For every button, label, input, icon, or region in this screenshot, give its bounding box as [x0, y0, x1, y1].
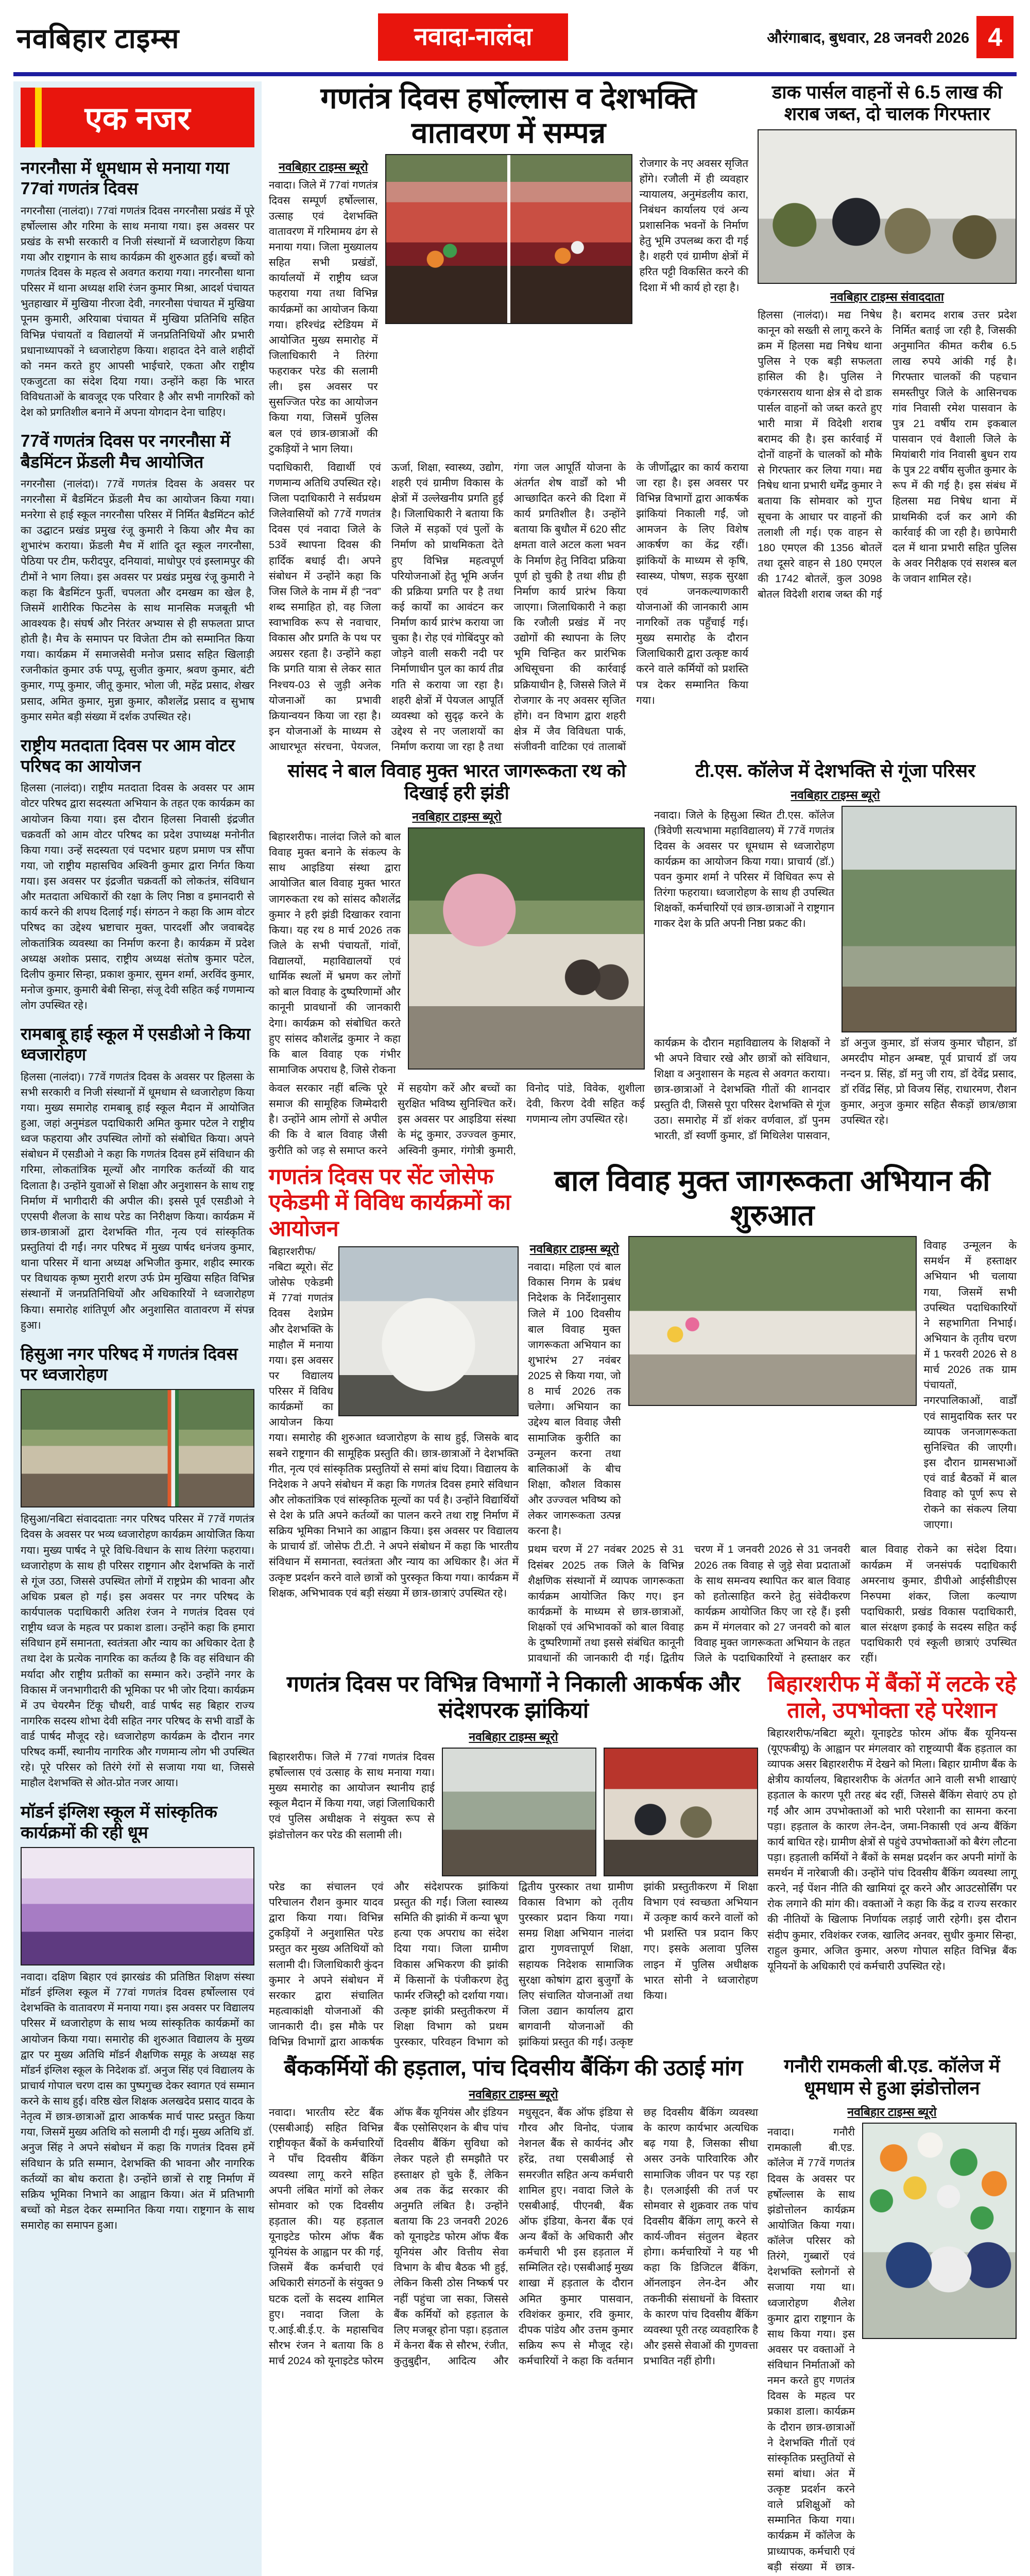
lead-side-column [640, 154, 749, 457]
article-headline: गणतंत्र दिवस हर्षोल्लास व देशभक्ति वातावरण में सम्पन्न [320, 82, 697, 150]
article-body: हिलसा (नालंदा)। मद्य निषेध कानून को सख्ती से लागू करने के क्रम में हिलसा मद्य निषेध थाना पुलिस ने एक बड़ी सफलता हासिल की है। पुलिस ने एकंगरसराय थाना क्षेत्र से दो डाक पार्सल वाहनों को जब्त करते हुए भारी मात्रा में विदेशी शराब बरामद की है। इस कार्रवाई में दोनों वाहनों के चालकों को मौके से गिरफ्तार कर लिया गया। मद्य निषेध थाना प्रभारी धर्मेंद्र कुमार ने बताया कि सोमवार को गुप्त सूचना के आधार पर वाहनों की तलाशी ली गई। एक वाहन से 180 एमएल की 1356 बोतलें तथा दूसरे वाहन से 180 एमएल की 1742 बोतलें, कुल 3098 बोतल विदेशी शराब जब्त की गई है। बरामद शराब उत्तर प्रदेश निर्मित बताई जा रही है, जिसकी अनुमानित कीमत करीब 6.5 लाख रुपये आंकी गई है। गिरफ्तार चालकों की पहचान समस्तीपुर जिले के आसिनचक गांव निवासी रमेश पासवान के पुत्र 21 वर्षीय राम इकबाल पासवान एवं वैशाली जिले के मियांबारी गांव निवासी बुधन राय के पुत्र 22 वर्षीय सुजीत कुमार के रूप में की गई है। इस संबंध में हिलसा मद्य निषेध थाना में प्राथमिकी दर्ज कर आगे की कार्रवाई की जा रही है। छापेमारी दल में थाना प्रभारी सहित पुलिस के अवर निरीक्षक एवं सशस्त्र बल के जवान शामिल रहे। [758, 309, 1017, 601]
article-headline: टी.एस. कॉलेज में देशभक्ति से गूंजा परिसर [695, 760, 975, 782]
tableau-photos [269, 1748, 758, 1876]
article-body: नवादा। दक्षिण बिहार एवं झारखंड की प्रतिष्ठित शिक्षण संस्था मॉडर्न इंग्लिश स्कूल में 77वां गणतंत्र दिवस हर्षोल्लास एवं देशभक्ति के वातावरण में मनाया गया। इस अवसर पर विद्यालय परिसर में ध्वजारोहण के साथ भव्य सांस्कृतिक कार्यक्रमों का आयोजन किया गया। समारोह की शुरुआत विद्यालय के मुख्य द्वार पर मुख्य अतिथि मॉडर्न शैक्षणिक समूह के अध्यक्ष सह मॉडर्न इंग्लिश स्कूल के निदेशक डॉ. अनुज सिंह एवं विद्यालय के प्राचार्य गोपाल चरण दास का पुष्पगुच्छ देकर स्वागत एवं सम्मान करने के साथ हुई। वरिष्ठ खेल शिक्षक अलखदेव प्रसाद यादव के नेतृत्व में छात्र-छात्राओं द्वारा आकर्षक मार्च पास्ट प्रस्तुत किया गया, जिसमें मुख्य अतिथि को सलामी दी गई। मुख्य अतिथि डॉ. अनुज सिंह ने अपने संबोधन में कहा कि गणतंत्र दिवस हमें संविधान के प्रति सम्मान, देशभक्ति की भावना और नागरिक कर्तव्यों का बोध कराता है। उन्होंने छात्रों से राष्ट्र निर्माण में सक्रिय भूमिका निभाने का आह्वान किया। अंत में प्रतिभागी बच्चों को मेडल देकर सम्मानित किया गया। राष्ट्रगान के साथ समारोह का समापन हुआ। [21, 1971, 254, 2231]
main-content [269, 81, 1017, 2576]
lead-intro-column [269, 154, 378, 457]
article-body: नवादा। भारतीय स्टेट बैंक (एसबीआई) सहित विभिन्न राष्ट्रीयकृत बैंकों के कर्मचारियों ने पाँच दिवसीय बैंकिंग व्यवस्था लागू करने सहित अपनी लंबित मांगों को लेकर सोमवार को एक दिवसीय हड़ताल की। यह हड़ताल यूनाइटेड फोरम ऑफ बैंक यूनियंस के आह्वान पर की गई, जिसमें बैंक कर्मचारी एवं अधिकारी संगठनों के संयुक्त 9 घटक दलों के सदस्य शामिल हुए। नवादा जिला के ए.आई.बी.ई.ए. के महासचिव सौरभ रंजन ने बताया कि 8 मार्च 2024 को यूनाइटेड फोरम ऑफ बैंक यूनियंस और इंडियन बैंक एसोसिएशन के बीच पांच दिवसीय बैंकिंग सुविधा को लेकर पहले ही समझौते पर हस्ताक्षर हो चुके हैं, लेकिन अब तक केंद्र सरकार की अनुमति लंबित है। उन्होंने बताया कि 23 जनवरी 2026 को यूनाइटेड फोरम ऑफ बैंक यूनियंस और वित्तीय सेवा विभाग के बीच बैठक भी हुई, लेकिन किसी ठोस निष्कर्ष पर नहीं पहुंचा जा सका, जिससे बैंक कर्मियों को हड़ताल के लिए मजबूर होना पड़ा। हड़ताल में केनरा बैंक से सौरभ, रंजीत, कुतुबुद्दीन, आदित्य और मधुसूदन, बैंक ऑफ इंडिया से गौरव और विनोद, पंजाब नेशनल बैंक से कार्यनंद और हरेंद्र, तथा एसबीआई से समरजीत सहित अन्य कर्मचारी शामिल हुए। नवादा जिले के एसबीआई, पीएनबी, बैंक ऑफ इंडिया, केनरा बैंक एवं अन्य बैंकों के अधिकारी और कर्मचारी भी इस हड़ताल में सम्मिलित रहे। एसबीआई मुख्य शाखा में हड़ताल के दौरान अमित कुमार पासवान, रविशंकर कुमार, रवि कुमार, दीपक पांडेय और उत्तम कुमार सक्रिय रूप से मौजूद रहे। कर्मचारियों ने कहा कि वर्तमान छह दिवसीय बैंकिंग व्यवस्था के कारण कार्यभार अत्यधिक बढ़ गया है, जिसका सीधा असर उनके पारिवारिक और सामाजिक जीवन पर पड़ रहा है। एलआईसी की तर्ज पर सोमवार से शुक्रवार तक पांच दिवसीय बैंकिंग लागू करने से कार्य-जीवन संतुलन बेहतर होगा। कर्मचारियों ने यह भी कहा कि डिजिटल बैंकिंग, ऑनलाइन लेन-देन और तकनीकी संसाधनों के विस्तार के कारण पांच दिवसीय बैंकिंग व्यवस्था पूरी तरह व्यवहारिक है और इससे सेवाओं की गुणवत्ता प्रभावित नहीं होगी। [269, 2107, 758, 2367]
article-lead-text: नवादा। महिला एवं बाल विकास निगम के प्रबंध निदेशक के निर्देशानुसार जिले में 100 दिवसीय बाल विवाह मुक्त जागरूकता अभियान का शुभारंभ 27 नवंबर 2025 से किया गया, जो 8 मार्च 2026 तक चलेगा। अभियान का उद्देश्य बाल विवाह जैसी सामाजिक कुरीति का उन्मूलन करना तथा बालिकाओं के बीच शिक्षा, कौशल विकास और उज्ज्वल भविष्य को लेकर जागरूकता उत्पन्न करना है। [528, 1261, 621, 1537]
article-body: हिसुआ/नबिटा संवाददाताः नगर परिषद परिसर में 77वें गणतंत्र दिवस के अवसर पर भव्य ध्वजारोहण कार्यक्रम आयोजित किया गया। मुख्य पार्षद ने पूरे विधि-विधान के साथ तिरंगा फहराया। ध्वजारोहण के साथ ही परिसर राष्ट्रगान और देशभक्ति के नारों से गूंज उठा, जिससे उपस्थित लोगों में राष्ट्रप्रेम की भावना और अधिक प्रबल हो गई। इस अवसर पर नगर परिषद के कार्यपालक पदाधिकारी अतिश रंजन ने गणतंत्र दिवस एवं राष्ट्रीय ध्वज के महत्व पर प्रकाश डाला। उन्होंने कहा कि हमारा संविधान हमें समानता, स्वतंत्रता और न्याय का अधिकार देता है तथा देश के प्रत्येक नागरिक का कर्तव्य है कि वह संविधान की मर्यादा और राष्ट्रीय प्रतीकों का सम्मान करे। उन्होंने नगर के विकास में जनभागीदारी की भूमिका पर भी जोर दिया। कार्यक्रम में उप चेयरमैन टिंकू चौधरी, वार्ड पार्षद सह बिहार राज्य नागरिक सदस्य शोभा देवी सहित नगर परिषद के सभी वार्डों के वार्ड पार्षद मौजूद रहे। ध्वजारोहण कार्यक्रम के दौरान नगर परिषद कर्मी, स्थानीय नागरिक और गणमान्य लोग भी उपस्थित रहे। पूरे परिसर को तिरंगे रंगों से सजाया गया था, जिससे माहौल देशभक्ति से ओत-प्रोत नजर आया। [21, 1513, 254, 1789]
article-byline: नवबिहार टाइम्स ब्यूरो [847, 2105, 937, 2119]
article-lead-text: नवादा। जिले के हिसुआ स्थित टी.एस. कॉलेज (त्रिवेणी सत्यभामा महाविद्यालय) में 77वें गणतंत्र दिवस के अवसर पर धूमधाम से ध्वजारोहण कार्यक्रम का आयोजन किया गया। प्राचार्य (डॉ.) पवन कुमार शर्मा ने परिसर में विधिवत रूप से तिरंगा फहराया। ध्वजारोहण के साथ ही उपस्थित शिक्षकों, कर्मचारियों एवं छात्र-छात्राओं ने राष्ट्रगान गाकर देश के प्रति अपनी निष्ठा प्रकट की। [654, 809, 834, 930]
article-bank-strike [269, 2055, 758, 2576]
tableau-lead-column [269, 1748, 435, 1876]
article-headline: सांसद ने बाल विवाह मुक्त भारत जागरूकता रथ को दिखाई हरी झंडी [287, 760, 626, 803]
header-right [767, 16, 1014, 58]
paper-title: नवबिहार टाइम्स [16, 23, 180, 54]
article-headline: रामबाबू हाई स्कूल में एसडीओ ने किया ध्वजारोहण [21, 1024, 250, 1064]
article-liquor-seizure [758, 81, 1017, 755]
article-ganauri-college [767, 2055, 1017, 2576]
article-body: बिहारशरीफ/नबिटा ब्यूरो। यूनाइटेड फोरम ऑफ बैंक यूनियन्स (यूएफबीयू) के आह्वान पर मंगलवार को राष्ट्रव्यापी बैंक हड़ताल का व्यापक असर बिहारशरीफ में देखने को मिला। बिहार ग्रामीण बैंक के क्षेत्रीय कार्यालय, बिहारशरीफ के अंतर्गत आने वाली सभी शाखाएं हड़ताल के कारण पूरी तरह बंद रहीं, जिससे बैंकिंग सेवाएं ठप हो गईं और आम उपभोक्ताओं को भारी परेशानी का सामना करना पड़ा। हड़ताल के कारण लेन-देन, जमा-निकासी एवं अन्य बैंकिंग कार्य बाधित रहे। ग्रामीण क्षेत्रों से पहुंचे उपभोक्ताओं को बैरंग लौटना पड़ा। हड़ताली कर्मियों ने बैंकों के समक्ष प्रदर्शन कर अपनी मांगों के समर्थन में नारेबाजी की। उन्होंने पांच दिवसीय बैंकिंग व्यवस्था लागू करने, नई पेंशन नीति की खामियां दूर करने और आउटसोर्सिंग पर रोक लगाने की मांग की। वक्ताओं ने कहा कि केंद्र व राज्य सरकार की नीतियों के खिलाफ निर्णायक लड़ाई जारी रहेगी। इस दौरान संदीप कुमार, रविशंकर रजक, खालिद अनवर, सुधीर कुमार सिन्हा, राहुल कुमार, अजित कुमार, अरुण गोपाल सहित विभिन्न बैंक यूनियनों के अधिकारी एवं कर्मचारी उपस्थित रहे। [767, 1727, 1017, 1972]
lead-top-block [269, 154, 748, 457]
article-byline: नवबिहार टाइम्स ब्यूरो [791, 788, 880, 802]
article-mp-awareness-rath [269, 760, 645, 1159]
article-headline: गणतंत्र दिवस पर विभिन्न विभागों ने निकाली आकर्षक और संदेशपरक झांकियां [286, 1672, 741, 1723]
campaign-top-block [528, 1236, 1017, 1539]
photo-hisua-flag-salute [21, 1389, 254, 1507]
rath-text-column [269, 827, 401, 1078]
article-body: नगरनौसा (नालंदा)। 77वें गणतंत्र दिवस के अवसर पर नगरनौसा में बैडमिंटन फ्रेंडली मैच का आयोजन किया गया। मनरेगा से हाई स्कूल नगरनौसा परिसर में निर्मित बैडमिंटन कोर्ट का उद्घाटन प्रखंड प्रमुख रंजू कुमारी ने किया और मैच का शुभारंभ कराया। फ्रेंडली मैच में शांति दूत स्कूल नगरनौसा, पेठिया पर टीम, फरीदपुर, दनियावां, माधोपुर एवं इस्लामपुर की टीमों ने भाग लिया। इस अवसर पर प्रखंड प्रमुख रंजू कुमारी ने कहा कि बैडमिंटन फुर्ती, चपलता और दमखम का खेल है, जिसमें शारीरिक फिटनेस के साथ मानसिक मजबूती भी आवश्यक है। संघर्ष और निरंतर अभ्यास से ही सफलता प्राप्त होती है। मैच के समापन पर विजेता टीम को सम्मानित किया गया। कार्यक्रम में समाजसेवी मनोज प्रसाद सहित खिलाड़ी रजनीकांत कुमार उर्फ पप्पू, सुजीत कुमार, श्रवण कुमार, बंटी कुमार, गप्पू कुमार, जीतू कुमार, भोला जी, महेंद्र प्रसाद, शेखर प्रसाद, अमित कुमार, मुन्ना कुमार, कौशलेंद्र प्रसाद व सुभाष कुमार समेत बड़ी संख्या में दर्शक उपस्थित रहे। [21, 478, 254, 723]
article-headline: गणतंत्र दिवस पर सेंट जोसेफ एकेडमी में विविध कार्यक्रमों का आयोजन [269, 1164, 511, 1242]
row-four [269, 1671, 1017, 2050]
article-body: केवल सरकार नहीं बल्कि पूरे समाज की सामूहिक जिम्मेदारी है। उन्होंने आम लोगों से अपील की कि वे बाल विवाह जैसी कुरीति को जड़ से समाप्त करने में सहयोग करें और बच्चों का सुरक्षित भविष्य सुनिश्चित करें। इस अवसर पर आइडिया संस्था के मंटू कुमार, उज्ज्वल कुमार, अस्विनी कुमार, गंगोत्री कुमारी, विनोद पांडे, विवेक, शुशीला देवी, किरण देवी सहित कई गणमान्य लोग उपस्थित रहे। [269, 1082, 645, 1157]
article-body: कार्यक्रम के दौरान महाविद्यालय के शिक्षकों ने भी अपने विचार रखे और छात्रों को संविधान, शिक्षा व अनुशासन के महत्व से अवगत कराया। छात्र-छात्राओं ने देशभक्ति गीतों की शानदार प्रस्तुति दी, जिससे पूरा परिसर देशभक्ति से गूंज उठा। समारोह में डॉ शंकर वर्णवाल, डॉ पुनम भारती, डॉ स्वर्णी कुमार, डॉ मिथिलेश पासवान, डॉ अनुज कुमार, डॉ संजय कुमार चौहान, डॉ अमरदीप मोहन अम्बष्ट, पूर्व प्राचार्य डॉ जय नन्दन प्र. सिंह, डॉ मनु जी राय, डॉ देवेंद्र प्रसाद, डॉ रविंद्र सिंह, प्रो विजय सिंह, राधारमण, रौशन कुमार, अनुज कुमार सहित सैकड़ों छात्र/छात्रा उपस्थित रहे। [654, 1037, 1017, 1142]
row-two [269, 760, 1017, 1159]
article-body: पदाधिकारी, विद्यार्थी एवं गणमान्य अतिथि उपस्थित रहे। जिला पदाधिकारी ने सर्वप्रथम जिलेवासियों को 77वें गणतंत्र दिवस एवं नवादा जिले के 53वें स्थापना दिवस की हार्दिक बधाई दी। अपने संबोधन में उन्होंने कहा कि जिस जिले के नाम में ही “नव” शब्द समाहित हो, वह जिला स्वाभाविक रूप से नवाचार, विकास और प्रगति के पथ पर अग्रसर रहता है। उन्होंने कहा कि प्रगति यात्रा से लेकर सात निश्चय-03 से जुड़ी अनेक योजनाओं का प्रभावी क्रियान्वयन किया जा रहा है। इन योजनाओं के माध्यम से आधारभूत संरचना, पेयजल, ऊर्जा, शिक्षा, स्वास्थ्य, उद्योग, शहरी एवं ग्रामीण विकास के क्षेत्रों में उल्लेखनीय प्रगति हुई है। जिलाधिकारी ने बताया कि जिले में सड़कों एवं पुलों के निर्माण को प्राथमिकता देते हुए विभिन्न महत्वपूर्ण परियोजनाओं हेतु भूमि अर्जन की प्रक्रिया प्रगति पर है तथा कई कार्यों का आवंटन कर निर्माण कार्य प्रारंभ कराया जा चुका है। रोह एवं गोबिंदपुर को जोड़ने वाली सकरी नदी पर निर्माणाधीन पुल का कार्य तीव्र गति से कराया जा रहा है। शहरी क्षेत्रों में पेयजल आपूर्ति व्यवस्था को सुदृढ़ करने के उद्देश्य से नए जलाशयों का निर्माण कराया जा रहा है तथा गंगा जल आपूर्ति योजना के अंतर्गत शेष वार्डों को भी आच्छादित करने की दिशा में कार्य प्रगतिशील है। उन्होंने बताया कि बुधौल में 620 सीट क्षमता वाले अटल कला भवन के निर्माण हेतु निविदा प्रक्रिया पूर्ण हो चुकी है तथा शीघ्र ही निर्माण कार्य प्रारंभ किया जाएगा। जिलाधिकारी ने कहा कि रजौली प्रखंड में नए उद्योगों की स्थापना के लिए भूमि चिन्हित कर प्रारंभिक अधिसूचना की कार्रवाई प्रक्रियाधीन है, जिससे जिले में रोजगार के नए अवसर सृजित होंगे। वन विभाग द्वारा शहरी क्षेत्र में जैव विविधता पार्क, संजीवनी वाटिका एवं तालाबों के जीर्णोद्धार का कार्य कराया जा रहा है। इस अवसर पर विभिन्न विभागों द्वारा आकर्षक झांकियां निकाली गईं, जो आमजन के लिए विशेष आकर्षण का केंद्र रहीं। झांकियों के माध्यम से कृषि, स्वास्थ्य, पोषण, सड़क सुरक्षा एवं जनकल्याणकारी योजनाओं की जानकारी आम नागरिकों तक पहुँचाई गई। मुख्य समारोह के दौरान जिलाधिकारी द्वारा उत्कृष्ट कार्य करने वाले कर्मियों को प्रशस्ति पत्र देकर सम्मानित किया गया। [269, 461, 749, 753]
article-body: प्रथम चरण में 27 नवंबर 2025 से 31 दिसंबर 2025 तक जिले के विभिन्न शैक्षणिक संस्थानों में व्यापक जागरूकता कार्यक्रम आयोजित किए गए। इन कार्यक्रमों के माध्यम से छात्र-छात्राओं, शिक्षकों एवं अभिभावकों को बाल विवाह के दुष्परिणामों तथा इससे संबंधित कानूनी प्रावधानों की जानकारी दी गई। द्वितीय चरण में 1 जनवरी 2026 से 31 जनवरी 2026 तक विवाह से जुड़े सेवा प्रदाताओं के साथ समन्वय स्थापित कर बाल विवाह को हतोत्साहित करने हेतु संवेदीकरण कार्यक्रम आयोजित किए जा रहे हैं। इसी क्रम में मंगलवार को 27 जनवरी को बाल विवाह मुक्त जागरूकता अभियान के तहत जिले के पदाधिकारियों ने हस्ताक्षर कर बाल विवाह रोकने का संदेश दिया। कार्यक्रम में जनसंपर्क पदाधिकारी अमरनाथ कुमार, डीपीओ आईसीडीएस निरुपमा शंकर, जिला कल्याण पदाधिकारी, प्रखंड विकास पदाधिकारी, बाल संरक्षण इकाई के सदस्य सहित कई पदाधिकारी एवं स्कूली छात्राएं उपस्थित रहीं। [528, 1544, 1017, 1665]
row-three [269, 1164, 1017, 1667]
article-body: नवादा। गनौरी रामकाली बी.एड. कॉलेज में 77वें गणतंत्र दिवस के अवसर पर हर्षोल्लास के साथ झंडोत्तोलन कार्यक्रम आयोजित किया गया। कॉलेज परिसर को तिरंगे, गुब्बारों एवं देशभक्ति स्लोगनों से सजाया गया था। ध्वजारोहण शैलेश कुमार द्वारा राष्ट्रगान के साथ किया गया। इस अवसर पर वक्ताओं ने संविधान निर्माताओं को नमन करते हुए गणतंत्र दिवस के महत्व पर प्रकाश डाला। कार्यक्रम के दौरान छात्र-छात्राओं ने देशभक्ति गीतों एवं सांस्कृतिक प्रस्तुतियों से समां बांधा। अंत में उत्कृष्ट प्रदर्शन करने वाले प्रशिक्षुओं को सम्मानित किया गया। कार्यक्रम में कॉलेज के प्राध्यापक, कर्मचारी एवं बड़ी संख्या में छात्र- [767, 2126, 855, 2573]
page-body [13, 81, 1017, 2576]
article-headline: डाक पार्सल वाहनों से 6.5 लाख की शराब जब्त, दो चालक गिरफ्तार [772, 81, 1003, 125]
ganauri-block [767, 2123, 1017, 2576]
photo-parade-ground [442, 1748, 596, 1876]
row-top [269, 81, 1017, 755]
article-headline: मॉडर्न इंग्लिश स्कूल में सांस्कृतिक कार्यक्रमों की रही धूम [21, 1802, 217, 1842]
article-headline: बाल विवाह मुक्त जागरूकता अभियान की शुरुआत [554, 1164, 990, 1232]
article-body: परेड का संचालन एवं परिचालन रौशन कुमार यादव द्वारा किया गया। विभिन्न टुकड़ियों ने अनुशासित परेड प्रस्तुत कर मुख्य अतिथियों को सलामी दी। जिलाधिकारी कुंदन कुमार ने अपने संबोधन में सरकार द्वारा संचालित महत्वाकांक्षी योजनाओं की जानकारी दी। इस मौके पर विभिन्न विभागों द्वारा आकर्षक और संदेशपरक झांकियां प्रस्तुत की गईं। जिला स्वास्थ्य समिति की झांकी में कन्या भ्रूण हत्या एक अपराध का संदेश दिया गया। जिला ग्रामीण विकास अभिकरण की झांकी में किसानों के पंजीकरण हेतु फार्मर रजिस्ट्री को दर्शाया गया। उत्कृष्ट झांकी प्रस्तुतीकरण में शिक्षा विभाग को प्रथम पुरस्कार, परिवहन विभाग को द्वितीय पुरस्कार तथा ग्रामीण विकास विभाग को तृतीय पुरस्कार प्रदान किया गया। समग्र शिक्षा अभियान नालंदा द्वारा गुणवत्तापूर्ण शिक्षा, सहायक निदेशक सामाजिक सुरक्षा कोषांग द्वारा बुजुर्गों के लिए संचालित योजनाओं तथा जिला उद्यान कार्यालय द्वारा बागवानी योजनाओं की झांकियां प्रस्तुत की गईं। उत्कृष्ट झांकी प्रस्तुतीकरण में शिक्षा विभाग एवं स्वच्छता अभियान में उत्कृष्ट कार्य करने वालों को भी प्रशस्ति पत्र प्रदान किए गए। इसके अलावा पुलिस लाइन में पुलिस अधीक्षक भारत सोनी ने ध्वजारोहण किया। [269, 1880, 758, 2048]
sidebar-article-nagarnausa [21, 158, 254, 420]
article-side-text: रोजगार के नए अवसर सृजित होंगे। रजौली में ही व्यवहार न्यायालय, अनुमंडलीय कारा, निबंधन कार्यालय एवं अन्य प्रशासनिक भवनों के निर्माण हेतु भूमि उपलब्ध करा दी गई है। शहरी एवं ग्रामीण क्षेत्रों में हरित पट्टी विकसित करने की दिशा में भी कार्य हो रहा है। [639, 157, 749, 294]
article-ts-college [654, 760, 1017, 1159]
ts-text-column [654, 806, 834, 1032]
article-republic-day-lead [269, 81, 748, 755]
article-child-marriage-campaign [528, 1164, 1017, 1667]
sidebar-ek-nazar [13, 81, 262, 2576]
sidebar-banner-label: एक नजर [84, 101, 191, 137]
row-five [269, 2055, 1017, 2576]
article-headline: राष्ट्रीय मतदाता दिवस पर आम वोटर परिषद का आयोजन [21, 735, 235, 775]
photo-ts-college-flag-hoisting [842, 806, 1017, 1032]
rath-top-block [269, 827, 645, 1078]
ts-top-block [654, 806, 1017, 1032]
edition-banner: नवादा-नालंदा [378, 13, 568, 61]
page-header [13, 4, 1017, 70]
article-byline: नवबिहार टाइम्स ब्यूरो [469, 1730, 558, 1743]
article-banks-locked [767, 1671, 1017, 2050]
sidebar-banner [21, 88, 254, 147]
sidebar-article-rambabu-school [21, 1024, 254, 1333]
header-rule [13, 72, 1017, 76]
banner-yellow-stripe [35, 88, 42, 147]
article-lead-text: बिहारशरीफ। जिले में 77वां गणतंत्र दिवस हर्षोल्लास एवं उत्साह के साथ मनाया गया। मुख्य समारोह का आयोजन स्थानीय हाई स्कूल मैदान में किया गया, जहां जिलाधिकारी एवं पुलिस अधीक्षक ने संयुक्त रूप से झंडोत्तोलन कर परेड की सलामी ली। [269, 1751, 435, 1841]
article-side-text: विवाह उन्मूलन के समर्थन में हस्ताक्षर अभियान भी चलाया गया, जिसमें सभी उपस्थित पदाधिकारियों ने सहभागिता निभाई। अभियान के तृतीय चरण में 1 फरवरी 2026 से 8 मार्च 2026 तक ग्राम पंचायतों, नगरपालिकाओं, वार्डों एवं सामुदायिक स्तर पर व्यापक जनजागरूकता सुनिश्चित की जाएगी। इस दौरान ग्रामसभाओं एवं वार्ड बैठकों में बाल विवाह को पूर्ण रूप से रोकने का संकल्प लिया जाएगा। [923, 1240, 1017, 1531]
article-byline: नवबिहार टाइम्स ब्यूरो [412, 810, 502, 824]
article-body: बिहारशरीफ/ नबिटा ब्यूरो। सेंट जोसेफ एकेडमी में 77वां गणतंत्र दिवस देशप्रेम और देशभक्ति के माहौल में मनाया गया। इस अवसर पर विद्यालय परिसर में विविध कार्यक्रमों का आयोजन किया गया। समारोह की शुरुआत ध्वजारोहण के साथ हुई, जिसके बाद सबने राष्ट्रगान की सामूहिक प्रस्तुति की। छात्र-छात्राओं ने देशभक्ति गीत, नृत्य एवं सांस्कृतिक प्रस्तुतियों से समां बांध दिया। विद्यालय के निदेशक ने अपने संबोधन में कहा कि गणतंत्र दिवस हमारे संविधान और लोकतांत्रिक एवं सांस्कृतिक मूल्यों का पर्व है। उन्होंने विद्यार्थियों से देश के प्रति अपने कर्तव्यों का पालन करने तथा राष्ट्र निर्माण में सक्रिय भूमिका निभाने का आह्वान किया। इस अवसर पर विद्यालय के प्राचार्य डॉ. जोसेफ टी.टी. ने अपने संबोधन में कहा कि भारतीय संविधान में समानता, स्वतंत्रता और न्याय का अधिकार है। अंत में उत्कृष्ट प्रदर्शन करने वाले छात्रों को पुरस्कृत किया गया। कार्यक्रम में शिक्षक, अभिभावक एवं बड़ी संख्या में छात्र-छात्राएं उपस्थित रहे। [269, 1245, 519, 1599]
article-headline: गनौरी रामकली बी.एड. कॉलेज में धूमधाम से हुआ झंडोत्तोलन [784, 2055, 1000, 2098]
campaign-right-column [924, 1236, 1017, 1539]
article-headline: हिसुआ नगर परिषद में गणतंत्र दिवस पर ध्वजारोहण [21, 1344, 238, 1384]
article-headline: नगरनौसा में धूमधाम से मनाया गया 77वां गणतंत्र दिवस [21, 158, 230, 198]
sidebar-article-badminton [21, 431, 254, 725]
photo-balloons-salute [862, 2123, 1017, 2339]
sidebar-article-voter-day [21, 735, 254, 1013]
ganauri-text-column [767, 2123, 855, 2576]
photo-officials-dais [604, 1748, 758, 1876]
photo-awareness-rath-flagoff [408, 827, 645, 1070]
article-byline: नवबिहार टाइम्स ब्यूरो [469, 2088, 558, 2102]
article-byline: नवबिहार टाइम्स संवाददाता [830, 290, 944, 303]
article-headline: 77वें गणतंत्र दिवस पर नगरनौसा में बैडमिंटन फ्रेंडली मैच आयोजित [21, 431, 231, 471]
page-number: 4 [976, 16, 1014, 58]
article-byline: नवबिहार टाइम्स ब्यूरो [529, 1242, 619, 1256]
dateline: औरंगाबाद, बुधवार, 28 जनवरी 2026 [767, 29, 970, 46]
campaign-left-column [528, 1236, 621, 1539]
article-lead-text: बिहारशरीफ। नालंदा जिले को बाल विवाह मुक्त बनाने के संकल्प के साथ आइडिया संस्था द्वारा आयोजित बाल विवाह मुक्त भारत जागरुकता रथ को सांसद कौशलेंद्र कुमार ने हरी झंडी दिखाकर रवाना किया। यह रथ 8 मार्च 2026 तक जिले के सभी पंचायतों, गांवों, विद्यालयों, महाविद्यालयों एवं धार्मिक स्थलों में भ्रमण कर लोगों को बाल विवाह के दुष्परिणामों और कानूनी प्रावधानों की जानकारी देगा। कार्यक्रम को संबोधित करते हुए सांसद कौशलेंद्र कुमार ने कहा कि बाल विवाह एक गंभीर सामाजिक अपराध है, जिसे रोकना [269, 831, 401, 1076]
photo-arrested-drivers-police [758, 129, 1017, 284]
article-body: नगरनौसा (नालंदा)। 77वां गणतंत्र दिवस नगरनौसा प्रखंड में पूरे हर्षोल्लास और गरिमा के साथ मनाया गया। इस अवसर पर प्रखंड के सभी सरकारी व निजी संस्थानों में ध्वजारोहण किया गया और राष्ट्रगान के साथ कार्यक्रम की शुरुआत हुई। बच्चों को गणतंत्र दिवस के महत्व से अवगत कराया गया। नगरनौसा थाना परिसर में थाना अध्यक्ष शशि रंजन कुमार मिश्रा, आदर्श पंचायत भुतहाखार में मुखिया नीरजा देवी, नगरनौसा पंचायत में मुखिया पूनम कुमारी, अरियाबा पंचायत में मुखिया प्रतिनिधि सहित विभिन्न पंचायतों व विद्यालयों में जनप्रतिनिधियों और प्रभारी प्रधानाध्यापकों ने ध्वजारोहण किया। शहादत देने वाले शहीदों को नमन करते हुए आपसी भाईचारे, एकता और राष्ट्रीय एकजुटता का संदेश दिया गया। उन्होंने कहा कि भारत विविधताओं के बावजूद एक परिवार है और सभी नागरिकों को देश को प्रगतिशील बनाने में अपना योगदान देना चाहिए। [21, 205, 254, 419]
article-body: हिलसा (नालंदा)। राष्ट्रीय मतदाता दिवस के अवसर पर आम वोटर परिषद द्वारा सदस्यता अभियान के तहत एक कार्यक्रम का आयोजन किया गया। इस दौरान हिलसा निवासी इंद्रजीत चक्रवर्ती को आम वोटर परिषद का प्रदेश उपाध्यक्ष मनोनीत किया गया। उन्हें सदस्यता एवं पदभार ग्रहण प्रमाण पत्र सौंपा गया, जो राष्ट्रीय महासचिव अश्विनी कुमार द्वारा निर्गत किया गया। इस अवसर पर इंद्रजीत चक्रवर्ती को लोकतंत्र, संविधान और मतदाता अधिकारों की रक्षा के लिए निष्ठा व इमानदारी से कार्य करने की शपथ दिलाई गई। संगठन ने कहा कि आम वोटर परिषद का उद्देश्य भ्रष्टाचार मुक्त, पारदर्शी और जवाबदेह लोकतांत्रिक व्यवस्था का निर्माण करना है। कार्यक्रम में प्रदेश अध्यक्ष अशोक प्रसाद, राष्ट्रीय अध्यक्ष संतोष कुमार पटेल, दिलीप कुमार सिन्हा, प्रकाश कुमार, सुमन शर्मा, अरविंद कुमार, मनोज कुमार, कुमारी बेबी सिन्हा, संजू देवी सहित कई गणमान्य लोग उपस्थित रहे। [21, 782, 254, 1011]
article-st-joseph [269, 1164, 519, 1667]
sidebar-article-hisua-parishad [21, 1344, 254, 1791]
article-tableaux [269, 1671, 758, 2050]
sidebar-article-modern-school [21, 1802, 254, 2234]
article-byline: नवबिहार टाइम्स ब्यूरो [279, 160, 368, 174]
photo-st-joseph-group [338, 1246, 519, 1416]
photo-republic-day-dais [385, 154, 632, 324]
article-intro: नवादा। जिले में 77वां गणतंत्र दिवस सम्पूर्ण हर्षोल्लास, उत्साह एवं देशभक्ति वातावरण में गरिमामय ढंग से मनाया गया। जिला मुख्यालय सहित सभी प्रखंडों, कार्यालयों में राष्ट्रीय ध्वज फहराया गया तथा विभिन्न कार्यक्रमों का आयोजन किया गया। हरिश्चंद्र स्टेडियम में आयोजित मुख्य समारोह में जिलाधिकारी ने तिरंगा फहराकर परेड की सलामी ली। इस अवसर पर सुसज्जित परेड का आयोजन किया गया, जिसमें पुलिस बल एवं छात्र-छात्राओं की टुकड़ियों ने भाग लिया। [269, 179, 378, 455]
photo-modern-school-stage [21, 1847, 254, 1965]
article-headline: बैंककर्मियों की हड़ताल, पांच दिवसीय बैंकिंग की उठाई मांग [284, 2056, 743, 2081]
article-headline: बिहारशरीफ में बैंकों में लटके रहे ताले, उपभोक्ता रहे परेशान [767, 1672, 1017, 1723]
photo-campaign-banner-rally [628, 1236, 917, 1406]
article-body: हिलसा (नालंदा)। 77वें गणतंत्र दिवस के अवसर पर हिलसा के सभी सरकारी व निजी संस्थानों में धूमधाम से ध्वजारोहण किया गया। मुख्य समारोह रामबाबू हाई स्कूल मैदान में आयोजित हुआ, जहां अनुमंडल पदाधिकारी अमित कुमार पटेल ने राष्ट्रीय ध्वज फहराया और उपस्थित लोगों को संबोधित किया। अपने संबोधन में एसडीओ ने कहा कि गणतंत्र दिवस हमें संविधान की गरिमा, लोकतांत्रिक मूल्यों और नागरिक कर्तव्यों की याद दिलाता है। उन्होंने युवाओं से शिक्षा और अनुशासन के साथ राष्ट्र निर्माण में भागीदारी की अपील की। इससे पूर्व एसडीओ ने एएसपी शैलजा के साथ परेड का निरीक्षण किया। कार्यक्रम में छात्र-छात्राओं द्वारा देशभक्ति गीत, नृत्य एवं सांस्कृतिक प्रस्तुतियां दी गईं। नगर परिषद में मुख्य पार्षद धनंजय कुमार, थाना परिसर में थाना अध्यक्ष अभिजीत कुमार, शहीद स्मारक पर विधायक कृष्ण मुरारी शरण उर्फ प्रेम मुखिया सहित विभिन्न संस्थानों में जनप्रतिनिधियों और अधिकारियों ने ध्वजारोहण किया। समारोह शांतिपूर्ण और अनुशासित वातावरण में संपन्न हुआ। [21, 1071, 254, 1331]
